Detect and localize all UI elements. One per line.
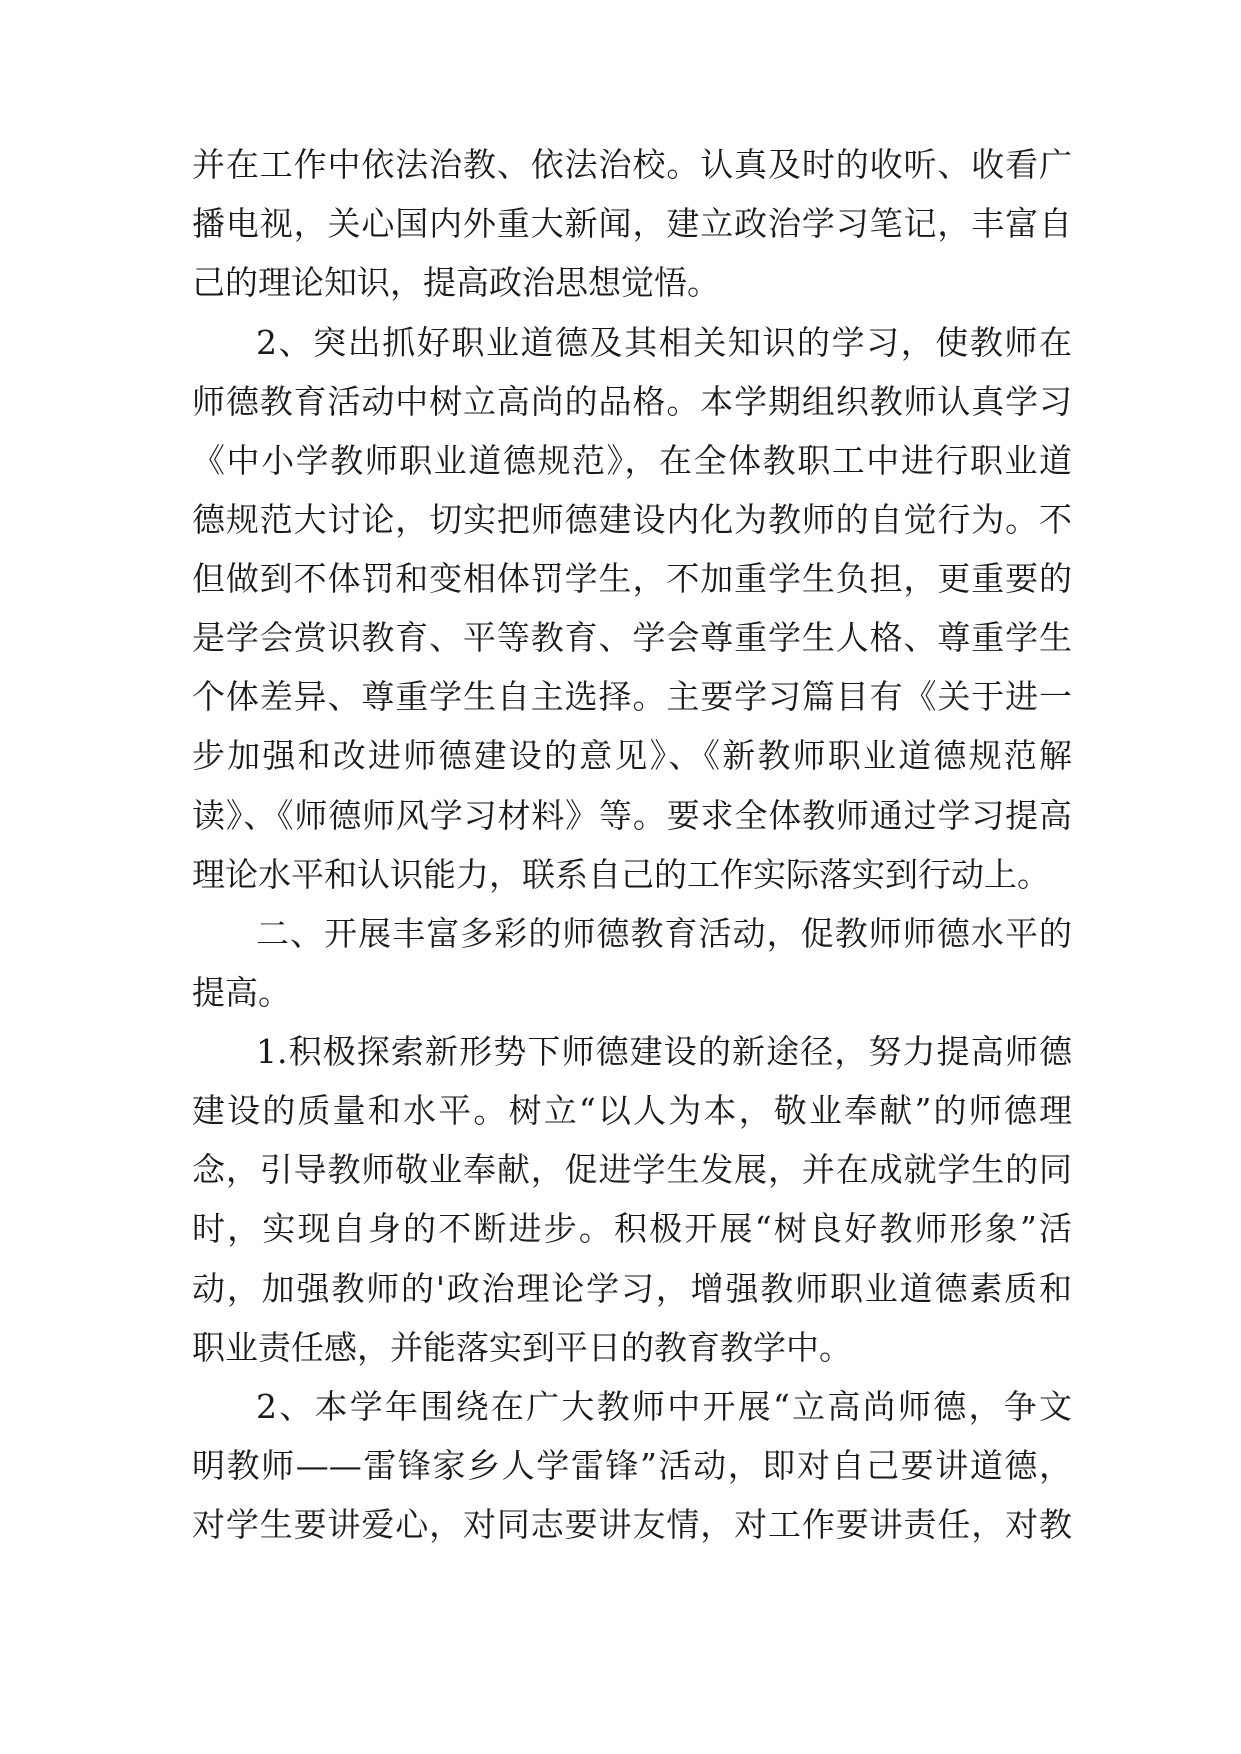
text-line: 对学生要讲爱心，对同志要讲友情，对工作要讲责任，对教 bbox=[192, 1505, 1072, 1544]
paragraph-first-line: 2、本学年围绕在广大教师中开展“立高尚师德，争文 bbox=[256, 1387, 1072, 1426]
text-line: 是学会赏识教育、平等教育、学会尊重学生人格、尊重学生 bbox=[192, 618, 1072, 657]
paragraph-first-line: 2、突出抓好职业道德及其相关知识的学习，使教师在 bbox=[256, 323, 1072, 362]
text-line: 并在工作中依法治教、依法治校。认真及时的收听、收看广 bbox=[192, 145, 1072, 184]
text-line: 己的理论知识，提高政治思想觉悟。 bbox=[192, 263, 720, 302]
text-line: 动，加强教师的'政治理论学习，增强教师职业道德素质和 bbox=[192, 1269, 1072, 1308]
paragraph-first-line: 1.积极探索新形势下师德建设的新途径，努力提高师德 bbox=[256, 1032, 1072, 1071]
text-line: 建设的质量和水平。树立“以人为本，敬业奉献”的师德理 bbox=[192, 1091, 1072, 1130]
text-line: 读》、《师德师风学习材料》等。要求全体教师通过学习提高 bbox=[192, 796, 1072, 835]
text-line: 步加强和改进师德建设的意见》、《新教师职业道德规范解 bbox=[192, 736, 1072, 775]
text-line: 师德教育活动中树立高尚的品格。本学期组织教师认真学习 bbox=[192, 382, 1072, 421]
text-line: 明教师——雷锋家乡人学雷锋”活动，即对自己要讲道德， bbox=[192, 1446, 1072, 1485]
text-line: 播电视，关心国内外重大新闻，建立政治学习笔记，丰富自 bbox=[192, 204, 1072, 243]
text-line: 但做到不体罚和变相体罚学生，不加重学生负担，更重要的 bbox=[192, 559, 1072, 598]
text-line: 理论水平和认识能力，联系自己的工作实际落实到行动上。 bbox=[192, 855, 1050, 894]
text-line: 念，引导教师敬业奉献，促进学生发展，并在成就学生的同 bbox=[192, 1150, 1072, 1189]
text-line: 职业责任感，并能落实到平日的教育教学中。 bbox=[192, 1328, 852, 1367]
text-line: 时，实现自身的不断进步。积极开展“树良好教师形象”活 bbox=[192, 1209, 1072, 1248]
section-heading-line: 二、开展丰富多彩的师德教育活动，促教师师德水平的 bbox=[256, 914, 1072, 953]
text-line: 个体差异、尊重学生自主选择。主要学习篇目有《关于进一 bbox=[192, 677, 1072, 716]
text-line: 《中小学教师职业道德规范》，在全体教职工中进行职业道 bbox=[192, 441, 1072, 480]
text-line: 德规范大讨论，切实把师德建设内化为教师的自觉行为。不 bbox=[192, 500, 1072, 539]
section-heading-line: 提高。 bbox=[192, 973, 291, 1012]
